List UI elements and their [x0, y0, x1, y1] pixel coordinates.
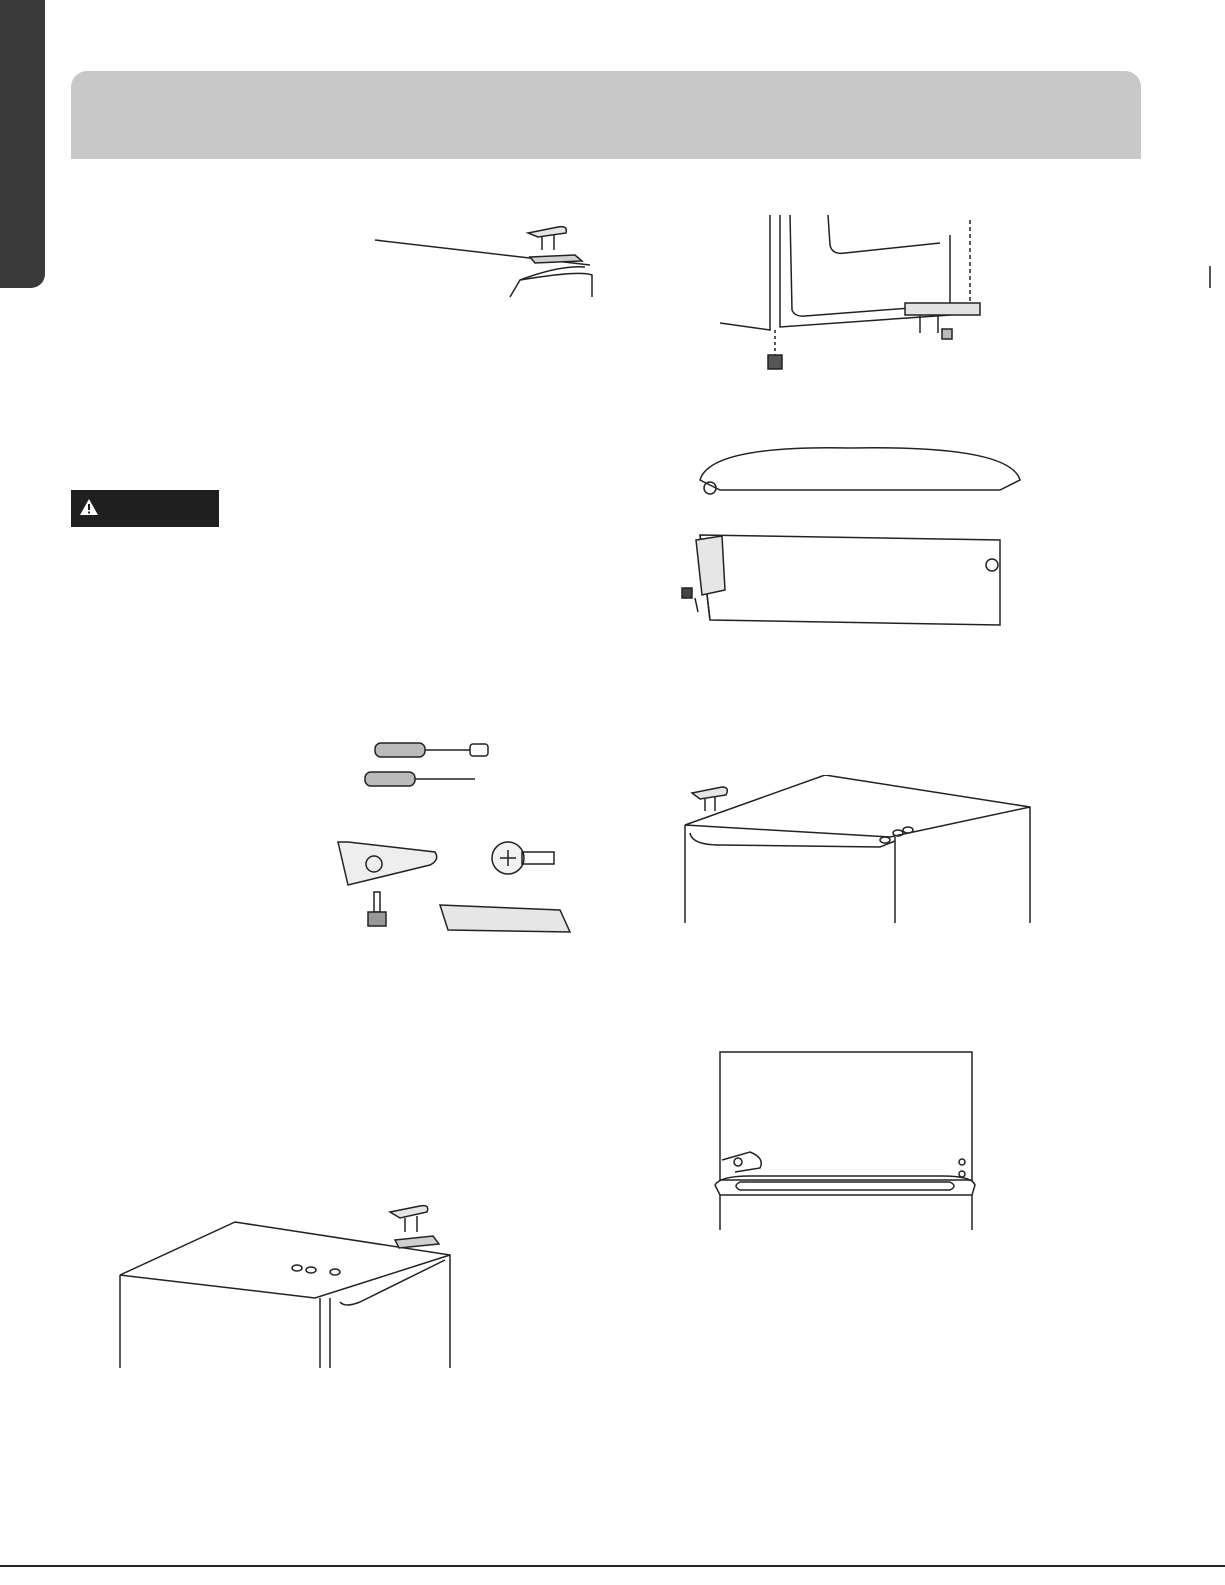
footer-rule	[0, 1565, 1225, 1567]
section-side-tab	[0, 0, 45, 288]
figure-top-hinge-removal	[370, 205, 610, 305]
warning-triangle-icon	[79, 498, 99, 516]
figure-cabinet-top-hinge-removed	[115, 1190, 460, 1370]
figure-cabinet-top-hinge-reinstall	[680, 775, 1035, 925]
section-header-band	[71, 71, 1141, 159]
edge-crop-mark	[1209, 266, 1211, 288]
figure-door-reattached	[710, 1050, 980, 1232]
figure-bottom-hinge-and-leg	[720, 215, 1000, 380]
figure-door-hinge-pin	[670, 440, 1025, 630]
warning-badge	[71, 490, 219, 527]
figure-tools-and-parts	[330, 740, 590, 940]
